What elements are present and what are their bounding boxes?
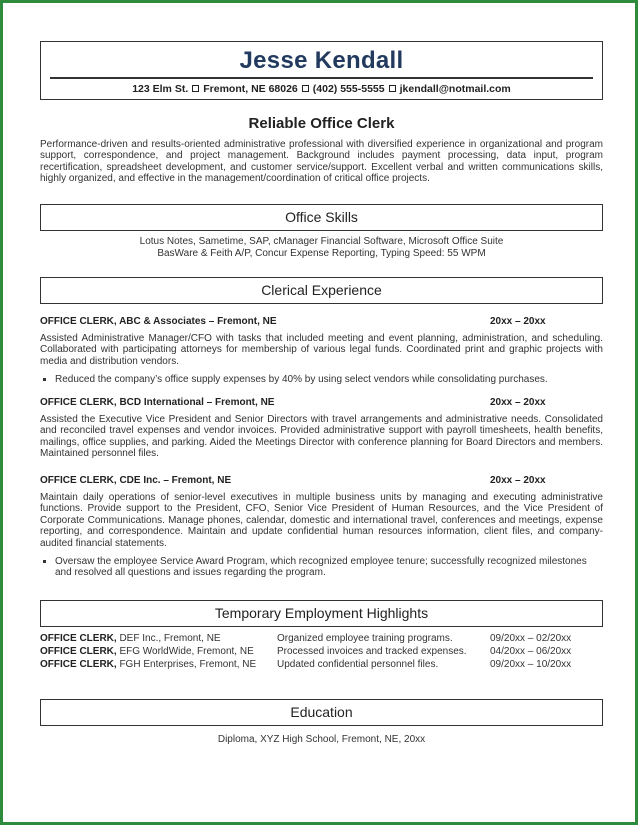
square-bullet-icon xyxy=(389,85,396,92)
skills-line: Lotus Notes, Sametime, SAP, cManager Financial Software, Microsoft Office Suite xyxy=(139,236,504,247)
skills-line: BasWare & Feith A/P, Concur Expense Reporting, Typing Speed: 55 WPM xyxy=(157,248,486,259)
temp-job-row xyxy=(40,659,603,671)
job-header xyxy=(40,316,603,327)
address: 123 Elm St. xyxy=(132,83,189,95)
education-line: Diploma, XYZ High School, Fremont, NE, 20xx xyxy=(217,734,426,745)
job-achievement: Reduced the company’s office supply expenses by 40% by using select vendors while consolidating purchases. xyxy=(40,374,603,385)
temp-job-period: 09/20xx – 02/20xx xyxy=(490,633,572,644)
temp-job-task: Processed invoices and tracked expenses. xyxy=(277,646,467,657)
header-box xyxy=(40,41,603,100)
section-heading-education: Education xyxy=(40,699,603,726)
job-description: Maintain daily operations of senior-level executives in multiple business units by managing and executing administrative functions. Provide support to the President, CFO, Senior Vice President of Human Resources, and the Vice President of Corporate Communications. Manage phones, calendar, domestic and international travel, conferences and meetings, expense reporting, and correspondence. Maintain and update confidential human resources information, client files, and company-audited financial statements. xyxy=(40,492,603,549)
job-description: Assisted the Executive Vice President and Senior Directors with travel arrangements and administrative needs. Consolidated and reconciled travel expenses and vendor invoices. Provided administrative support with payroll timesheets, health benefits, mailings, office supplies, and parking. Aided the Meetings Director with conference planning for Board Directors and members. Maintained personnel files. xyxy=(40,414,603,460)
phone: (402) 555-5555 xyxy=(312,83,385,95)
skills-list xyxy=(40,236,603,260)
job-achievement: Oversaw the employee Service Award Program, which recognized employee tenure; successfully recognized milestones and resolved all questions and issues regarding the program. xyxy=(40,556,603,579)
temp-job-role: OFFICE CLERK, FGH Enterprises, Fremont, NE xyxy=(40,659,257,670)
contact-line xyxy=(41,83,602,95)
resume-title: Reliable Office Clerk xyxy=(248,115,395,132)
temp-job-period: 04/20xx – 06/20xx xyxy=(490,646,572,657)
email: jkendall@notmail.com xyxy=(399,83,511,95)
temp-job-role: OFFICE CLERK, DEF Inc., Fremont, NE xyxy=(40,633,221,644)
job-description: Assisted Administrative Manager/CFO with tasks that included meeting and event planning, administration, and scheduling. Collaborated with participating attorneys for membership of various legal funds. Coordinated print and graphic projects with media and distribution vendors. xyxy=(40,333,603,367)
header-divider xyxy=(50,77,593,79)
temp-job-row xyxy=(40,646,603,658)
summary-paragraph: Performance-driven and results-oriented administrative professional with diversified experience in organizational and program support, correspondence, and project management. Background includes payment processing, data input, program recertification, spreadsheet development, and customer service/support. Excellent verbal and written communications skills, highly organized, and effective in the management/coordination of critical office projects. xyxy=(40,139,603,185)
temp-job-task: Updated confidential personnel files. xyxy=(277,659,439,670)
section-heading-temporary: Temporary Employment Highlights xyxy=(40,600,603,627)
job-title: OFFICE CLERK, BCD International – Fremont, NE xyxy=(40,397,275,408)
temp-job-period: 09/20xx – 10/20xx xyxy=(490,659,572,670)
temp-job-role: OFFICE CLERK, EFG WorldWide, Fremont, NE xyxy=(40,646,254,657)
candidate-name: Jesse Kendall xyxy=(239,47,404,74)
job-title: OFFICE CLERK, CDE Inc. – Fremont, NE xyxy=(40,475,232,486)
job-dates: 20xx – 20xx xyxy=(490,475,546,486)
square-bullet-icon xyxy=(302,85,309,92)
section-heading-experience: Clerical Experience xyxy=(40,277,603,304)
square-bullet-icon xyxy=(192,85,199,92)
job-title: OFFICE CLERK, ABC & Associates – Fremont, NE xyxy=(40,316,277,327)
temp-job-row xyxy=(40,633,603,645)
section-heading-skills: Office Skills xyxy=(40,204,603,231)
job-header xyxy=(40,397,603,408)
job-header xyxy=(40,475,603,486)
job-dates: 20xx – 20xx xyxy=(490,397,546,408)
temp-job-task: Organized employee training programs. xyxy=(277,633,453,644)
city: Fremont, NE 68026 xyxy=(203,83,298,95)
job-dates: 20xx – 20xx xyxy=(490,316,546,327)
